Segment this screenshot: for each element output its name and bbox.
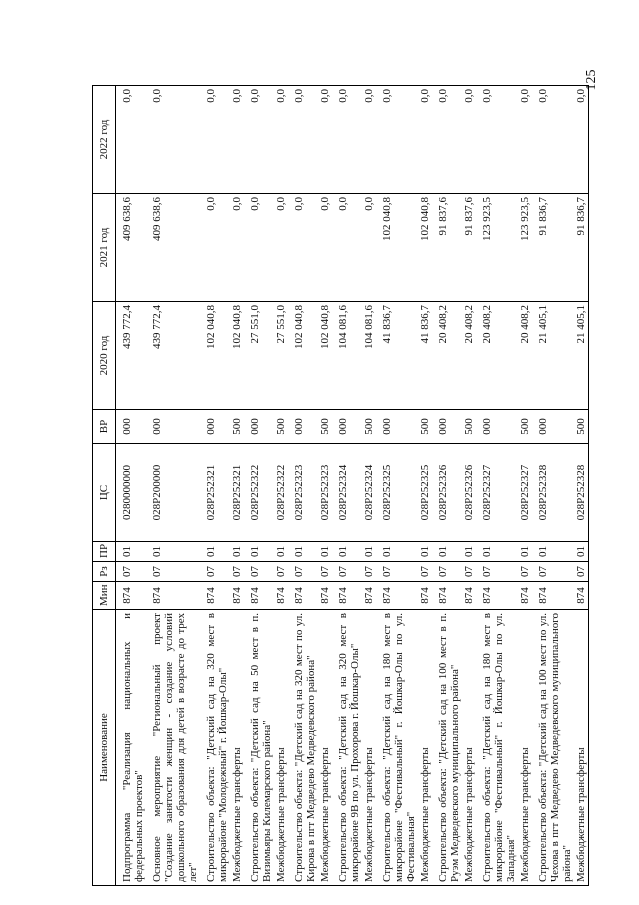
cell-pr: 01: [200, 542, 230, 562]
cell-cs: 028P252327: [476, 444, 518, 542]
table-row: [318, 86, 332, 886]
col-header-name: Наименование: [93, 610, 116, 886]
cell-vr: 500: [462, 410, 476, 444]
cell-name: Основное мероприятие "Региональный проект "Создание занятости женщин - создание условий дошкольного образования для детей в возрасте до трех лет": [146, 610, 200, 886]
table-row: [518, 86, 532, 886]
cell-pr: 01: [244, 542, 274, 562]
cell-min: 874: [574, 582, 589, 610]
cell-pr: 01: [230, 542, 244, 562]
cell-vr: 500: [418, 410, 432, 444]
cell-y2022: 0,0: [476, 86, 518, 194]
table-row: [116, 86, 147, 886]
cell-y2020: 21 405,1: [574, 302, 589, 410]
cell-cs: 028P252326: [432, 444, 462, 542]
table-row: [532, 86, 574, 886]
cell-pr: 01: [274, 542, 288, 562]
col-header-cs: ЦС: [93, 444, 116, 542]
cell-min: 874: [418, 582, 432, 610]
cell-name: Межбюджетные трансферты: [318, 610, 332, 886]
cell-y2020: 102 040,8: [318, 302, 332, 410]
cell-vr: 500: [318, 410, 332, 444]
cell-name: Строительство объекта: "Детский сад на 320 мест по ул. Кирова в пгт Медведево Медведевского района": [288, 610, 318, 886]
cell-y2021: 102 040,8: [418, 194, 432, 302]
cell-pr: 01: [318, 542, 332, 562]
cell-rz: 07: [230, 562, 244, 582]
col-header-2020: 2020 год: [93, 302, 116, 410]
cell-name: Строительство объекта: "Детский сад на 320 мест в микрорайоне "Молодежный" г. Йошкар-Олы": [200, 610, 230, 886]
cell-pr: 01: [376, 542, 418, 562]
cell-y2020: 104 081,6: [332, 302, 362, 410]
cell-rz: 07: [518, 562, 532, 582]
cell-y2020: 20 408,2: [518, 302, 532, 410]
cell-min: 874: [230, 582, 244, 610]
cell-pr: 01: [288, 542, 318, 562]
cell-pr: 01: [116, 542, 147, 562]
cell-min: 874: [116, 582, 147, 610]
cell-y2021: 0,0: [318, 194, 332, 302]
cell-rz: 07: [288, 562, 318, 582]
cell-y2020: 27 551,0: [274, 302, 288, 410]
cell-rz: 07: [332, 562, 362, 582]
cell-rz: 07: [462, 562, 476, 582]
cell-cs: 028P252325: [376, 444, 418, 542]
col-header-vr: ВР: [93, 410, 116, 444]
cell-min: 874: [318, 582, 332, 610]
cell-cs: 028P252326: [462, 444, 476, 542]
cell-y2021: 0,0: [332, 194, 362, 302]
cell-pr: 01: [418, 542, 432, 562]
cell-name: Строительство объекта: "Детский сад на 100 мест в п. Руэм Медведевского муниципального района": [432, 610, 462, 886]
col-header-rz: Рз: [93, 562, 116, 582]
cell-min: 874: [376, 582, 418, 610]
cell-cs: 028P252321: [230, 444, 244, 542]
cell-name: Межбюджетные трансферты: [518, 610, 532, 886]
cell-vr: 000: [146, 410, 200, 444]
cell-vr: 000: [332, 410, 362, 444]
cell-y2020: 439 772,4: [146, 302, 200, 410]
table-row: [462, 86, 476, 886]
cell-y2022: 0,0: [230, 86, 244, 194]
table-header: [93, 86, 116, 886]
cell-name: Межбюджетные трансферты: [274, 610, 288, 886]
cell-y2021: 0,0: [230, 194, 244, 302]
table-row: [230, 86, 244, 886]
rotated-page-content: [92, 86, 612, 886]
cell-min: 874: [432, 582, 462, 610]
cell-min: 874: [518, 582, 532, 610]
cell-y2022: 0,0: [288, 86, 318, 194]
cell-vr: 500: [362, 410, 376, 444]
cell-rz: 07: [418, 562, 432, 582]
cell-y2020: 104 081,6: [362, 302, 376, 410]
cell-cs: 028P252327: [518, 444, 532, 542]
cell-name: Подпрограмма "Реализация национальных и федеральных проектов": [116, 610, 147, 886]
cell-rz: 07: [574, 562, 589, 582]
cell-pr: 01: [574, 542, 589, 562]
cell-name: Строительство объекта: "Детский сад на 100 мест по ул. Чехова в пгт Медведево Медведевского муниципального района": [532, 610, 574, 886]
table-row: [332, 86, 362, 886]
cell-vr: 000: [116, 410, 147, 444]
cell-y2021: 91 837,6: [432, 194, 462, 302]
cell-y2022: 0,0: [518, 86, 532, 194]
cell-rz: 07: [376, 562, 418, 582]
cell-name: Строительство объекта: "Детский сад на 180 мест в микрорайоне "Фестивальный" г. Йошкар-Олы по ул. Фестивальная": [376, 610, 418, 886]
cell-y2022: 0,0: [146, 86, 200, 194]
cell-y2022: 0,0: [332, 86, 362, 194]
table-row: [476, 86, 518, 886]
table-row: [274, 86, 288, 886]
cell-y2022: 0,0: [532, 86, 574, 194]
cell-cs: 028P200000: [146, 444, 200, 542]
col-header-2022: 2022 год: [93, 86, 116, 194]
budget-table: [92, 85, 589, 886]
cell-y2022: 0,0: [432, 86, 462, 194]
cell-cs: 028P252322: [244, 444, 274, 542]
cell-y2021: 91 836,7: [574, 194, 589, 302]
cell-pr: 01: [532, 542, 574, 562]
cell-y2020: 20 408,2: [476, 302, 518, 410]
cell-y2020: 27 551,0: [244, 302, 274, 410]
cell-cs: 028P252328: [532, 444, 574, 542]
page-number: 125: [584, 69, 599, 91]
table-row: [200, 86, 230, 886]
cell-vr: 000: [432, 410, 462, 444]
cell-pr: 01: [146, 542, 200, 562]
cell-min: 874: [200, 582, 230, 610]
cell-min: 874: [532, 582, 574, 610]
table-row: [146, 86, 200, 886]
table-row: [418, 86, 432, 886]
cell-name: Межбюджетные трансферты: [230, 610, 244, 886]
col-header-pr: ПР: [93, 542, 116, 562]
cell-y2021: 0,0: [274, 194, 288, 302]
cell-y2021: 409 638,6: [116, 194, 147, 302]
cell-vr: 000: [200, 410, 230, 444]
cell-y2021: 102 040,8: [376, 194, 418, 302]
cell-rz: 07: [476, 562, 518, 582]
table-body: [116, 86, 589, 886]
table-row: [432, 86, 462, 886]
cell-rz: 07: [244, 562, 274, 582]
cell-y2022: 0,0: [318, 86, 332, 194]
cell-vr: 000: [476, 410, 518, 444]
cell-rz: 07: [362, 562, 376, 582]
cell-vr: 000: [288, 410, 318, 444]
cell-y2021: 409 638,6: [146, 194, 200, 302]
cell-y2022: 0,0: [244, 86, 274, 194]
cell-y2022: 0,0: [574, 86, 589, 194]
cell-pr: 01: [476, 542, 518, 562]
cell-name: Межбюджетные трансферты: [362, 610, 376, 886]
cell-y2020: 41 836,7: [418, 302, 432, 410]
cell-y2021: 0,0: [362, 194, 376, 302]
cell-name: Межбюджетные трансферты: [418, 610, 432, 886]
cell-vr: 500: [274, 410, 288, 444]
cell-cs: 028P252323: [318, 444, 332, 542]
cell-y2021: 123 923,5: [476, 194, 518, 302]
cell-y2021: 91 836,7: [532, 194, 574, 302]
cell-y2021: 91 837,6: [462, 194, 476, 302]
cell-y2022: 0,0: [362, 86, 376, 194]
cell-y2022: 0,0: [116, 86, 147, 194]
cell-min: 874: [362, 582, 376, 610]
cell-y2022: 0,0: [418, 86, 432, 194]
cell-cs: 028P252325: [418, 444, 432, 542]
cell-vr: 000: [244, 410, 274, 444]
cell-pr: 01: [362, 542, 376, 562]
cell-name: Строительство объекта: "Детский сад на 50 мест в п. Визимьяры Килемарского района": [244, 610, 274, 886]
cell-y2021: 0,0: [200, 194, 230, 302]
cell-cs: 028P252324: [362, 444, 376, 542]
cell-rz: 07: [318, 562, 332, 582]
table-row: [288, 86, 318, 886]
cell-cs: 028P252324: [332, 444, 362, 542]
cell-cs: 028P252323: [288, 444, 318, 542]
cell-min: 874: [146, 582, 200, 610]
cell-y2021: 0,0: [244, 194, 274, 302]
cell-name: Строительство объекта: "Детский сад на 180 мест в микрорайоне "Фестивальный" г. Йошкар-Олы по ул. Западная": [476, 610, 518, 886]
cell-y2022: 0,0: [376, 86, 418, 194]
cell-min: 874: [476, 582, 518, 610]
cell-rz: 07: [532, 562, 574, 582]
cell-vr: 500: [574, 410, 589, 444]
cell-y2020: 102 040,8: [200, 302, 230, 410]
cell-y2020: 20 408,2: [432, 302, 462, 410]
cell-y2020: 21 405,1: [532, 302, 574, 410]
cell-name: Межбюджетные трансферты: [462, 610, 476, 886]
table-row: [362, 86, 376, 886]
cell-cs: 028P252321: [200, 444, 230, 542]
cell-pr: 01: [432, 542, 462, 562]
cell-rz: 07: [146, 562, 200, 582]
cell-rz: 07: [432, 562, 462, 582]
cell-rz: 07: [116, 562, 147, 582]
cell-rz: 07: [200, 562, 230, 582]
cell-vr: 500: [230, 410, 244, 444]
cell-y2020: 102 040,8: [230, 302, 244, 410]
cell-y2021: 0,0: [288, 194, 318, 302]
cell-y2022: 0,0: [200, 86, 230, 194]
cell-cs: 028P252322: [274, 444, 288, 542]
col-header-min: Мин: [93, 582, 116, 610]
cell-min: 874: [332, 582, 362, 610]
cell-cs: 028P252328: [574, 444, 589, 542]
cell-pr: 01: [332, 542, 362, 562]
cell-y2022: 0,0: [274, 86, 288, 194]
cell-min: 874: [244, 582, 274, 610]
cell-y2020: 439 772,4: [116, 302, 147, 410]
table-row: [574, 86, 589, 886]
cell-y2022: 0,0: [462, 86, 476, 194]
cell-min: 874: [462, 582, 476, 610]
cell-vr: 000: [376, 410, 418, 444]
cell-min: 874: [288, 582, 318, 610]
cell-cs: 0280000000: [116, 444, 147, 542]
cell-rz: 07: [274, 562, 288, 582]
table-row: [244, 86, 274, 886]
cell-pr: 01: [462, 542, 476, 562]
cell-y2020: 102 040,8: [288, 302, 318, 410]
cell-y2020: 41 836,7: [376, 302, 418, 410]
cell-y2021: 123 923,5: [518, 194, 532, 302]
cell-name: Межбюджетные трансферты: [574, 610, 589, 886]
col-header-2021: 2021 год: [93, 194, 116, 302]
cell-vr: 500: [518, 410, 532, 444]
cell-name: Строительство объекта: "Детский сад на 320 мест в микрорайоне 9В по ул. Прохорова г. Йошкар-Олы": [332, 610, 362, 886]
cell-pr: 01: [518, 542, 532, 562]
cell-y2020: 20 408,2: [462, 302, 476, 410]
cell-min: 874: [274, 582, 288, 610]
cell-vr: 000: [532, 410, 574, 444]
table-row: [376, 86, 418, 886]
